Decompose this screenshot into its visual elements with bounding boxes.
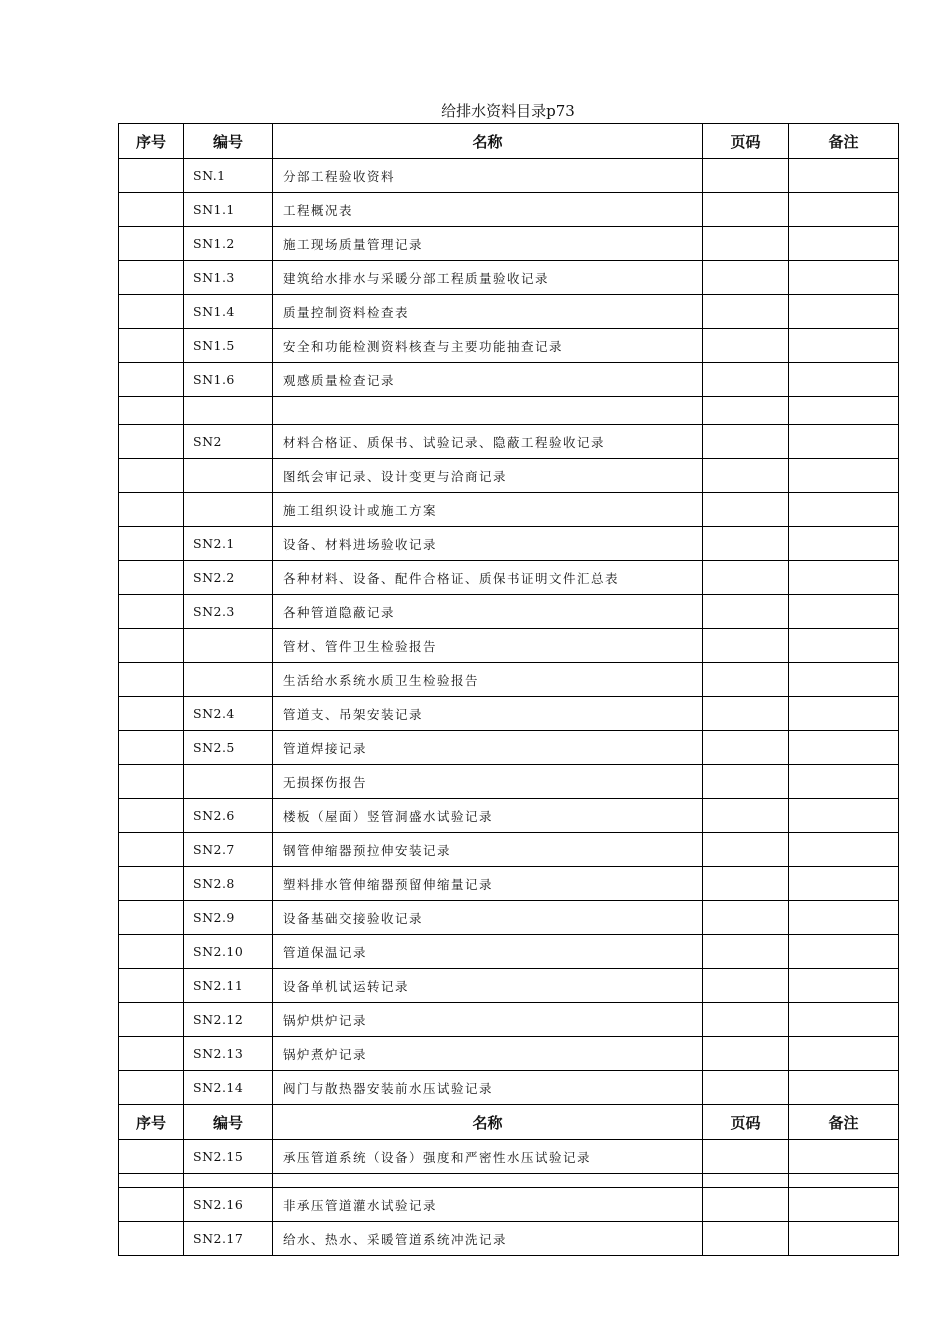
cell-page [703, 867, 789, 901]
cell-code: SN1.5 [184, 329, 273, 363]
table-row [119, 527, 899, 561]
cell-note [789, 1071, 899, 1105]
cell-page [703, 397, 789, 425]
table-row [119, 663, 899, 697]
header-page: 页码 [703, 124, 789, 159]
cell-code: SN2.4 [184, 697, 273, 731]
cell-page [703, 193, 789, 227]
cell-page [703, 833, 789, 867]
cell-seq [119, 1188, 184, 1222]
cell-note [789, 935, 899, 969]
cell-seq [119, 731, 184, 765]
cell-name: 施工组织设计或施工方案 [273, 493, 703, 527]
cell-note [789, 425, 899, 459]
cell-seq [119, 1037, 184, 1071]
cell-code [184, 493, 273, 527]
cell-seq [119, 397, 184, 425]
cell-note [789, 765, 899, 799]
cell-note [789, 799, 899, 833]
table-row [119, 159, 899, 193]
cell-seq [119, 1222, 184, 1256]
cell-code: SN2.3 [184, 595, 273, 629]
catalog-table [118, 123, 899, 1256]
cell-name: 工程概况表 [273, 193, 703, 227]
cell-seq [119, 629, 184, 663]
cell-name: 给水、热水、采暖管道系统冲洗记录 [273, 1222, 703, 1256]
cell-code: SN1.2 [184, 227, 273, 261]
cell-code: SN2.13 [184, 1037, 273, 1071]
cell-code [184, 1174, 273, 1188]
cell-page [703, 363, 789, 397]
cell-page [703, 731, 789, 765]
cell-name: 管道保温记录 [273, 935, 703, 969]
cell-seq [119, 663, 184, 697]
cell-name: 施工现场质量管理记录 [273, 227, 703, 261]
cell-code [184, 765, 273, 799]
table-header-row [119, 1105, 899, 1140]
table-row [119, 329, 899, 363]
cell-note [789, 561, 899, 595]
cell-seq [119, 901, 184, 935]
cell-seq [119, 935, 184, 969]
cell-name: 观感质量检查记录 [273, 363, 703, 397]
cell-name: 塑料排水管伸缩器预留伸缩量记录 [273, 867, 703, 901]
cell-page [703, 227, 789, 261]
cell-code: SN2.5 [184, 731, 273, 765]
cell-seq [119, 765, 184, 799]
cell-name: 各种材料、设备、配件合格证、质保书证明文件汇总表 [273, 561, 703, 595]
table-row [119, 493, 899, 527]
cell-seq [119, 459, 184, 493]
table-row [119, 867, 899, 901]
cell-seq [119, 697, 184, 731]
cell-name: 设备单机试运转记录 [273, 969, 703, 1003]
cell-seq [119, 363, 184, 397]
cell-page [703, 159, 789, 193]
table-row [119, 295, 899, 329]
table-row [119, 833, 899, 867]
cell-code: SN1.1 [184, 193, 273, 227]
cell-note [789, 1140, 899, 1174]
cell-name: 设备、材料进场验收记录 [273, 527, 703, 561]
cell-seq [119, 425, 184, 459]
cell-name: 无损探伤报告 [273, 765, 703, 799]
cell-seq [119, 329, 184, 363]
cell-page [703, 1174, 789, 1188]
header-code: 编号 [184, 1105, 273, 1140]
cell-note [789, 193, 899, 227]
cell-code: SN2.9 [184, 901, 273, 935]
cell-note [789, 595, 899, 629]
cell-seq [119, 159, 184, 193]
cell-seq [119, 969, 184, 1003]
table-header-row [119, 124, 899, 159]
cell-note [789, 1188, 899, 1222]
cell-name: 钢管伸缩器预拉伸安装记录 [273, 833, 703, 867]
cell-code: SN2.7 [184, 833, 273, 867]
cell-note [789, 295, 899, 329]
table-row [119, 227, 899, 261]
cell-code: SN2.12 [184, 1003, 273, 1037]
cell-name: 阀门与散热器安装前水压试验记录 [273, 1071, 703, 1105]
cell-code: SN2.1 [184, 527, 273, 561]
cell-seq [119, 799, 184, 833]
cell-page [703, 527, 789, 561]
cell-page [703, 969, 789, 1003]
cell-seq [119, 193, 184, 227]
table-row [119, 595, 899, 629]
table-row [119, 969, 899, 1003]
cell-note [789, 697, 899, 731]
cell-name: 质量控制资料检查表 [273, 295, 703, 329]
table-row [119, 1188, 899, 1222]
cell-page [703, 261, 789, 295]
cell-seq [119, 227, 184, 261]
cell-name: 设备基础交接验收记录 [273, 901, 703, 935]
table-row [119, 901, 899, 935]
cell-note [789, 459, 899, 493]
cell-page [703, 629, 789, 663]
cell-code: SN2.6 [184, 799, 273, 833]
cell-note [789, 1003, 899, 1037]
cell-note [789, 493, 899, 527]
table-row [119, 561, 899, 595]
cell-note [789, 731, 899, 765]
cell-name: 图纸会审记录、设计变更与洽商记录 [273, 459, 703, 493]
cell-note [789, 261, 899, 295]
cell-note [789, 159, 899, 193]
table-row [119, 765, 899, 799]
header-name: 名称 [273, 124, 703, 159]
cell-note [789, 363, 899, 397]
cell-note [789, 527, 899, 561]
table-row [119, 1174, 899, 1188]
cell-code [184, 397, 273, 425]
cell-code: SN2.17 [184, 1222, 273, 1256]
cell-seq [119, 833, 184, 867]
table-row [119, 629, 899, 663]
cell-name: 非承压管道灌水试验记录 [273, 1188, 703, 1222]
cell-page [703, 799, 789, 833]
cell-seq [119, 561, 184, 595]
table-row [119, 459, 899, 493]
cell-page [703, 901, 789, 935]
cell-name: 安全和功能检测资料核查与主要功能抽查记录 [273, 329, 703, 363]
table-row [119, 1222, 899, 1256]
header-code: 编号 [184, 124, 273, 159]
cell-page [703, 1071, 789, 1105]
cell-name [273, 1174, 703, 1188]
cell-page [703, 295, 789, 329]
cell-code [184, 663, 273, 697]
cell-seq [119, 295, 184, 329]
cell-name: 建筑给水排水与采暖分部工程质量验收记录 [273, 261, 703, 295]
cell-seq [119, 493, 184, 527]
cell-name: 承压管道系统（设备）强度和严密性水压试验记录 [273, 1140, 703, 1174]
cell-name: 分部工程验收资料 [273, 159, 703, 193]
cell-note [789, 629, 899, 663]
cell-note [789, 1222, 899, 1256]
cell-page [703, 765, 789, 799]
cell-code: SN1.3 [184, 261, 273, 295]
cell-seq [119, 1071, 184, 1105]
cell-code: SN2.10 [184, 935, 273, 969]
cell-code: SN1.4 [184, 295, 273, 329]
cell-name: 锅炉烘炉记录 [273, 1003, 703, 1037]
header-seq: 序号 [119, 124, 184, 159]
cell-page [703, 493, 789, 527]
table-row [119, 731, 899, 765]
table-row [119, 1140, 899, 1174]
cell-code: SN2.15 [184, 1140, 273, 1174]
cell-name: 生活给水系统水质卫生检验报告 [273, 663, 703, 697]
table-row [119, 1071, 899, 1105]
table-row [119, 397, 899, 425]
cell-note [789, 397, 899, 425]
cell-name: 管道支、吊架安装记录 [273, 697, 703, 731]
table-row [119, 193, 899, 227]
header-seq: 序号 [119, 1105, 184, 1140]
cell-page [703, 425, 789, 459]
cell-seq [119, 261, 184, 295]
cell-page [703, 1222, 789, 1256]
cell-seq [119, 527, 184, 561]
table-row [119, 363, 899, 397]
cell-page [703, 1037, 789, 1071]
header-page: 页码 [703, 1105, 789, 1140]
cell-code: SN1.6 [184, 363, 273, 397]
cell-page [703, 935, 789, 969]
cell-seq [119, 1140, 184, 1174]
cell-code [184, 629, 273, 663]
cell-note [789, 1037, 899, 1071]
cell-code: SN2.2 [184, 561, 273, 595]
cell-seq [119, 1174, 184, 1188]
cell-code [184, 459, 273, 493]
table-row [119, 1037, 899, 1071]
table-row [119, 261, 899, 295]
cell-code: SN2.8 [184, 867, 273, 901]
cell-seq [119, 867, 184, 901]
cell-code: SN2.11 [184, 969, 273, 1003]
cell-code: SN2.16 [184, 1188, 273, 1222]
cell-page [703, 459, 789, 493]
cell-page [703, 663, 789, 697]
cell-page [703, 1140, 789, 1174]
cell-page [703, 1188, 789, 1222]
cell-note [789, 867, 899, 901]
header-note: 备注 [789, 1105, 899, 1140]
header-name: 名称 [273, 1105, 703, 1140]
cell-code: SN2 [184, 425, 273, 459]
cell-name: 楼板（屋面）竖管洞盛水试验记录 [273, 799, 703, 833]
cell-name: 管道焊接记录 [273, 731, 703, 765]
cell-note [789, 969, 899, 1003]
cell-code: SN2.14 [184, 1071, 273, 1105]
cell-note [789, 663, 899, 697]
cell-page [703, 329, 789, 363]
cell-seq [119, 595, 184, 629]
table-row [119, 935, 899, 969]
header-note: 备注 [789, 124, 899, 159]
cell-name: 管材、管件卫生检验报告 [273, 629, 703, 663]
cell-note [789, 1174, 899, 1188]
cell-note [789, 901, 899, 935]
document-title: 给排水资料目录p73 [441, 102, 575, 120]
cell-name: 材料合格证、质保书、试验记录、隐蔽工程验收记录 [273, 425, 703, 459]
cell-code: SN.1 [184, 159, 273, 193]
table-row [119, 799, 899, 833]
table-row [119, 1003, 899, 1037]
table-row [119, 425, 899, 459]
cell-note [789, 227, 899, 261]
cell-page [703, 697, 789, 731]
cell-name [273, 397, 703, 425]
cell-page [703, 595, 789, 629]
cell-page [703, 1003, 789, 1037]
cell-name: 锅炉煮炉记录 [273, 1037, 703, 1071]
table-row [119, 697, 899, 731]
cell-note [789, 329, 899, 363]
cell-note [789, 833, 899, 867]
cell-name: 各种管道隐蔽记录 [273, 595, 703, 629]
cell-page [703, 561, 789, 595]
cell-seq [119, 1003, 184, 1037]
